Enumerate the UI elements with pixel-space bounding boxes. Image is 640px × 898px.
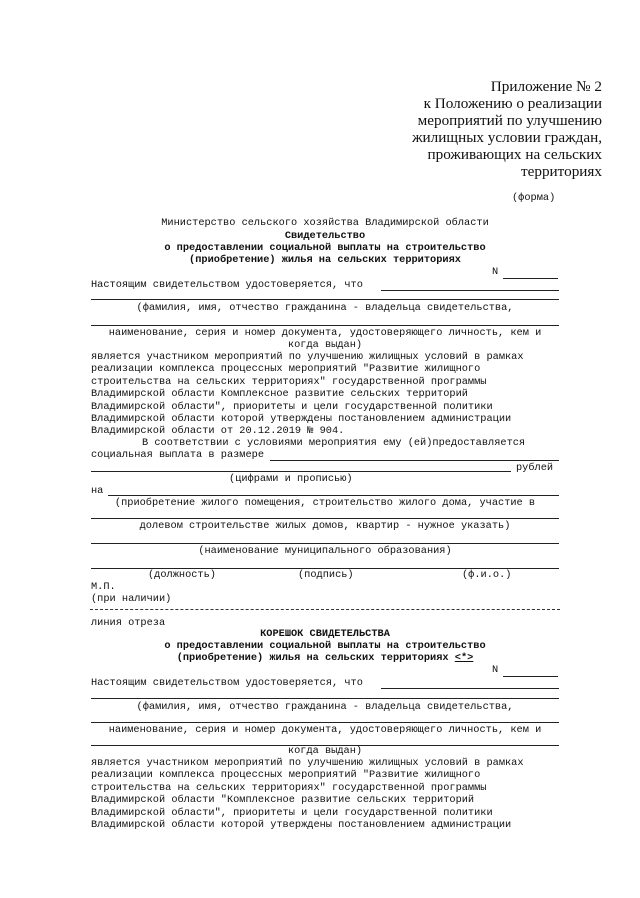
certificate-subtitle: (приобретение) жилья на сельских территориях — [189, 254, 461, 266]
stub-number-label: N — [492, 664, 499, 676]
number-label: N — [492, 266, 499, 278]
holder-field — [91, 299, 559, 300]
caption-name: (ф.и.о.) — [462, 569, 512, 581]
body-line: Владимирской области Комплексное развитие сельских территорий — [91, 388, 468, 401]
body-line: Владимирской области которой утверждены постановлением администрации — [91, 413, 512, 426]
caption-position: (должность) — [148, 569, 216, 581]
body-line: является участником мероприятий по улучшению жилищных условий в рамках — [91, 351, 524, 363]
caption-amount: (цифрами и прописью) — [229, 473, 353, 485]
certificate-title: Свидетельство — [284, 230, 366, 242]
stamp-note: (при наличии) — [91, 593, 172, 605]
appendix-line: территориях — [520, 163, 602, 180]
ministry-name: Министерство сельского хозяйства Владимирской области — [161, 217, 489, 229]
holder-field — [381, 290, 559, 291]
body-line: реализации комплекса процессных мероприятий "Развитие жилищного — [91, 363, 481, 376]
caption-fio: (фамилия, имя, отчество гражданина - владельца свидетельства, — [136, 302, 514, 314]
document-field — [91, 325, 559, 326]
caption-document: наименование, серия и номер документа, удостоверяющего личность, кем и — [108, 327, 542, 339]
appendix-line: проживающих на сельских — [427, 146, 602, 163]
amount-field — [91, 471, 511, 472]
appendix-line: к Положению о реализации — [423, 95, 602, 112]
stub-body-line: реализации комплекса процессных мероприятий "Развитие жилищного — [91, 769, 481, 782]
footnote-link[interactable]: <*> — [454, 652, 474, 664]
stub-subtitle — [90, 652, 560, 664]
stub-caption-document: когда выдан) — [287, 745, 363, 757]
body-line: Владимирской области", приоритеты и цели государственной политики — [91, 400, 493, 413]
form-label: (форма) — [512, 192, 556, 204]
caption-purpose: долевом строительстве жилых домов, квартир - нужное указать) — [139, 520, 511, 532]
provision-text: В соответствии с условиями мероприятия ему (ей)предоставляется — [142, 437, 526, 449]
stub-holder-field — [381, 688, 559, 689]
number-field — [503, 278, 558, 279]
caption-purpose: (приобретение жилого помещения, строительство жилого дома, участие в — [114, 497, 536, 509]
municipality-field — [91, 543, 559, 544]
certificate-body — [91, 351, 571, 438]
stub-body — [91, 757, 571, 831]
stub-caption-document: наименование, серия и номер документа, удостоверяющего личность, кем и — [108, 724, 542, 736]
caption-municipality: (наименование муниципального образования) — [198, 545, 452, 557]
stub-caption-fio: (фамилия, имя, отчество гражданина - владельца свидетельства, — [136, 701, 514, 713]
stub-body-line: строительства на сельских территориях" государственной программы — [91, 781, 487, 794]
certificate-subtitle: о предоставлении социальной выплаты на строительство — [164, 242, 486, 254]
cut-line-dashes — [90, 609, 560, 610]
certify-text: Настоящим свидетельством удостоверяется, что — [91, 279, 363, 291]
appendix-line: жилищных условии граждан, — [412, 129, 602, 146]
purpose-field — [108, 495, 559, 496]
caption-signature: (подпись) — [298, 569, 354, 581]
stub-body-line: Владимирской области "Комплексное развитие сельских территорий — [91, 794, 475, 807]
stub-document-field — [91, 722, 559, 723]
stub-subtitle-text: (приобретение) жилья на сельских территориях — [176, 652, 449, 664]
stub-subtitle: о предоставлении социальной выплаты на строительство — [164, 640, 486, 652]
na-label: на — [91, 485, 104, 497]
purpose-field — [91, 518, 559, 519]
appendix-line: мероприятий по улучшению — [417, 112, 602, 129]
stub-body-line: является участником мероприятий по улучшению жилищных условий в рамках — [91, 757, 524, 769]
rubles-label: рублей — [516, 462, 554, 474]
appendix-line: Приложение № 2 — [490, 78, 602, 95]
body-line: Владимирской области от 20.12.2019 № 904. — [91, 425, 345, 438]
stamp-label: М.П. — [91, 581, 116, 593]
stub-holder-field — [91, 698, 559, 699]
appendix-header — [302, 78, 602, 180]
caption-document: когда выдан) — [287, 339, 363, 351]
stub-certify-text: Настоящим свидетельством удостоверяется, что — [91, 677, 363, 689]
stub-body-line: Владимирской области", приоритеты и цели государственной политики — [91, 806, 493, 819]
stub-number-field — [503, 676, 558, 677]
amount-field — [270, 460, 559, 461]
stub-title: КОРЕШОК СВИДЕТЕЛЬСТВА — [260, 628, 390, 640]
body-line: строительства на сельских территориях" государственной программы — [91, 375, 487, 388]
payment-label: социальная выплата в размере — [91, 449, 265, 461]
stub-body-line: Владимирской области которой утверждены постановлением администрации — [91, 819, 512, 832]
cut-line-label: линия отреза — [91, 617, 166, 629]
